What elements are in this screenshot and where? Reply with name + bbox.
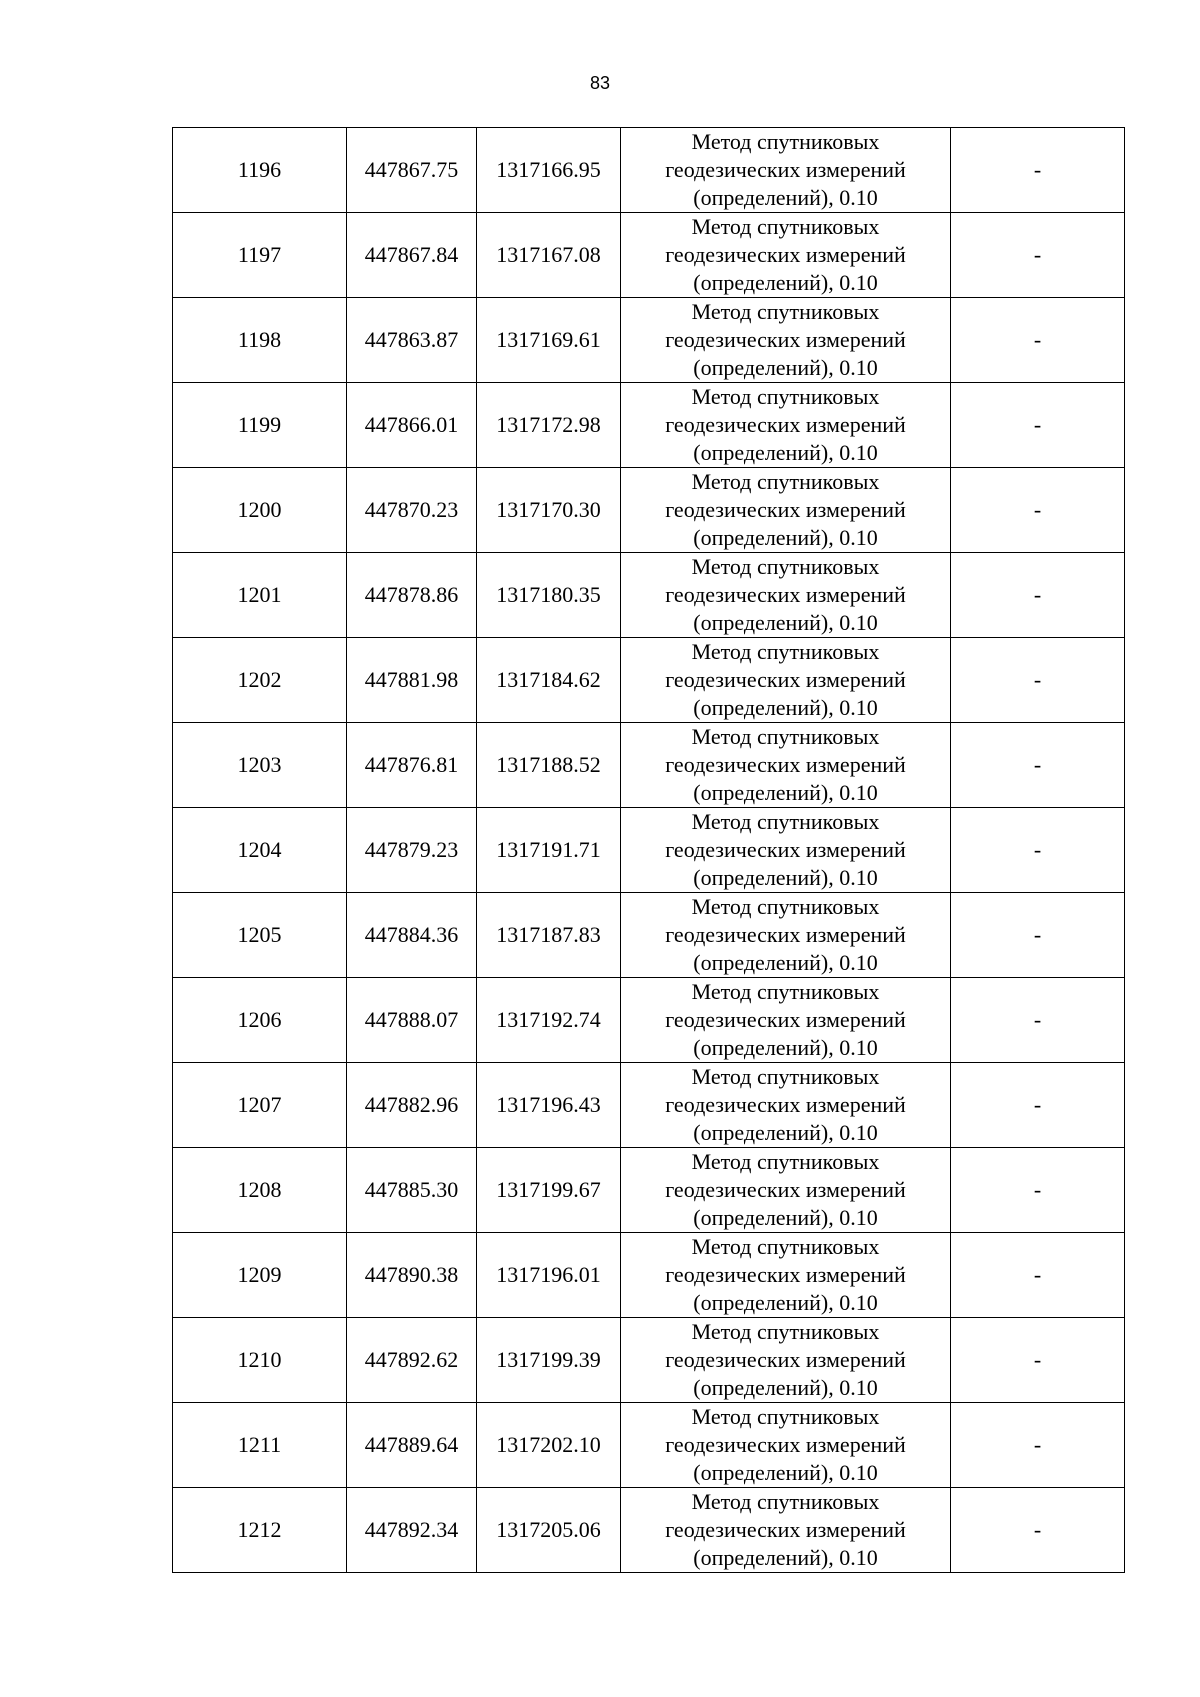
method-line: (определений), 0.10 [693,1460,878,1485]
y-coordinate-cell: 1317170.30 [477,468,621,553]
x-coordinate-cell: 447863.87 [347,298,477,383]
note-cell: - [951,1063,1125,1148]
method-cell [621,1233,951,1318]
y-coordinate-cell: 1317187.83 [477,893,621,978]
method-line: (определений), 0.10 [693,1290,878,1315]
note-cell: - [951,128,1125,213]
method-line: (определений), 0.10 [693,950,878,975]
method-cell [621,1148,951,1233]
note-cell: - [951,383,1125,468]
y-coordinate-cell: 1317205.06 [477,1488,621,1573]
table-row [173,893,1125,978]
method-line: геодезических измерений [665,1092,906,1117]
method-line: (определений), 0.10 [693,1375,878,1400]
method-line: Метод спутниковых [691,639,880,664]
y-coordinate-cell: 1317167.08 [477,213,621,298]
note-cell: - [951,553,1125,638]
x-coordinate-cell: 447889.64 [347,1403,477,1488]
x-coordinate-cell: 447888.07 [347,978,477,1063]
note-cell: - [951,213,1125,298]
method-line: (определений), 0.10 [693,780,878,805]
method-line: (определений), 0.10 [693,185,878,210]
method-line: геодезических измерений [665,1432,906,1457]
note-cell: - [951,468,1125,553]
method-cell [621,638,951,723]
method-line: Метод спутниковых [691,554,880,579]
method-line: геодезических измерений [665,837,906,862]
method-cell [621,298,951,383]
y-coordinate-cell: 1317192.74 [477,978,621,1063]
method-line: геодезических измерений [665,1177,906,1202]
table-row [173,553,1125,638]
point-number-cell: 1205 [173,893,347,978]
method-line: Метод спутниковых [691,1319,880,1344]
x-coordinate-cell: 447878.86 [347,553,477,638]
y-coordinate-cell: 1317202.10 [477,1403,621,1488]
note-cell: - [951,978,1125,1063]
table-row [173,1148,1125,1233]
method-line: (определений), 0.10 [693,355,878,380]
note-cell: - [951,893,1125,978]
x-coordinate-cell: 447879.23 [347,808,477,893]
method-line: (определений), 0.10 [693,1035,878,1060]
note-cell: - [951,298,1125,383]
table-row [173,213,1125,298]
method-line: геодезических измерений [665,752,906,777]
x-coordinate-cell: 447882.96 [347,1063,477,1148]
point-number-cell: 1206 [173,978,347,1063]
method-line: Метод спутниковых [691,1404,880,1429]
y-coordinate-cell: 1317199.39 [477,1318,621,1403]
x-coordinate-cell: 447892.34 [347,1488,477,1573]
table-row [173,808,1125,893]
note-cell: - [951,638,1125,723]
y-coordinate-cell: 1317199.67 [477,1148,621,1233]
note-cell: - [951,1148,1125,1233]
method-cell [621,468,951,553]
method-line: геодезических измерений [665,157,906,182]
method-line: Метод спутниковых [691,1149,880,1174]
table-row [173,298,1125,383]
method-line: Метод спутниковых [691,214,880,239]
method-line: геодезических измерений [665,1007,906,1032]
y-coordinate-cell: 1317172.98 [477,383,621,468]
coordinates-table-body [173,128,1125,1573]
point-number-cell: 1212 [173,1488,347,1573]
table-row [173,723,1125,808]
method-cell [621,553,951,638]
table-row [173,1488,1125,1573]
method-line: Метод спутниковых [691,469,880,494]
point-number-cell: 1207 [173,1063,347,1148]
point-number-cell: 1210 [173,1318,347,1403]
x-coordinate-cell: 447892.62 [347,1318,477,1403]
x-coordinate-cell: 447867.84 [347,213,477,298]
method-line: геодезических измерений [665,327,906,352]
method-cell [621,1063,951,1148]
method-cell [621,978,951,1063]
table-row [173,638,1125,723]
method-line: геодезических измерений [665,242,906,267]
method-line: геодезических измерений [665,497,906,522]
table-row [173,468,1125,553]
y-coordinate-cell: 1317166.95 [477,128,621,213]
note-cell: - [951,1233,1125,1318]
method-line: Метод спутниковых [691,724,880,749]
point-number-cell: 1196 [173,128,347,213]
method-cell [621,893,951,978]
note-cell: - [951,723,1125,808]
x-coordinate-cell: 447866.01 [347,383,477,468]
point-number-cell: 1203 [173,723,347,808]
method-line: геодезических измерений [665,1347,906,1372]
point-number-cell: 1202 [173,638,347,723]
method-cell [621,1488,951,1573]
method-line: Метод спутниковых [691,1234,880,1259]
method-line: геодезических измерений [665,922,906,947]
method-cell [621,723,951,808]
note-cell: - [951,1403,1125,1488]
method-line: геодезических измерений [665,667,906,692]
y-coordinate-cell: 1317196.43 [477,1063,621,1148]
method-cell [621,808,951,893]
table-row [173,978,1125,1063]
note-cell: - [951,1488,1125,1573]
y-coordinate-cell: 1317169.61 [477,298,621,383]
point-number-cell: 1201 [173,553,347,638]
method-line: геодезических измерений [665,1517,906,1542]
table-row [173,383,1125,468]
method-cell [621,1318,951,1403]
method-line: Метод спутниковых [691,1064,880,1089]
x-coordinate-cell: 447884.36 [347,893,477,978]
method-line: Метод спутниковых [691,1489,880,1514]
point-number-cell: 1199 [173,383,347,468]
y-coordinate-cell: 1317196.01 [477,1233,621,1318]
method-cell [621,128,951,213]
table-row [173,1063,1125,1148]
method-line: (определений), 0.10 [693,610,878,635]
table-row [173,1318,1125,1403]
note-cell: - [951,808,1125,893]
y-coordinate-cell: 1317184.62 [477,638,621,723]
x-coordinate-cell: 447867.75 [347,128,477,213]
table-row [173,1233,1125,1318]
method-line: Метод спутниковых [691,384,880,409]
method-line: Метод спутниковых [691,894,880,919]
y-coordinate-cell: 1317191.71 [477,808,621,893]
method-cell [621,383,951,468]
method-cell [621,1403,951,1488]
page-number: 83 [589,73,611,93]
point-number-cell: 1204 [173,808,347,893]
method-line: (определений), 0.10 [693,695,878,720]
method-line: (определений), 0.10 [693,1545,878,1570]
x-coordinate-cell: 447881.98 [347,638,477,723]
table-row [173,1403,1125,1488]
method-line: (определений), 0.10 [693,1120,878,1145]
method-line: (определений), 0.10 [693,270,878,295]
method-cell [621,213,951,298]
x-coordinate-cell: 447876.81 [347,723,477,808]
method-line: Метод спутниковых [691,979,880,1004]
method-line: Метод спутниковых [691,299,880,324]
x-coordinate-cell: 447885.30 [347,1148,477,1233]
method-line: (определений), 0.10 [693,525,878,550]
point-number-cell: 1200 [173,468,347,553]
note-cell: - [951,1318,1125,1403]
point-number-cell: 1209 [173,1233,347,1318]
x-coordinate-cell: 447890.38 [347,1233,477,1318]
point-number-cell: 1208 [173,1148,347,1233]
method-line: геодезических измерений [665,412,906,437]
method-line: (определений), 0.10 [693,440,878,465]
method-line: геодезических измерений [665,1262,906,1287]
method-line: Метод спутниковых [691,809,880,834]
method-line: геодезических измерений [665,582,906,607]
coordinates-table [172,127,1125,1573]
point-number-cell: 1198 [173,298,347,383]
x-coordinate-cell: 447870.23 [347,468,477,553]
y-coordinate-cell: 1317188.52 [477,723,621,808]
method-line: (определений), 0.10 [693,865,878,890]
y-coordinate-cell: 1317180.35 [477,553,621,638]
table-row [173,128,1125,213]
method-line: Метод спутниковых [691,129,880,154]
point-number-cell: 1197 [173,213,347,298]
method-line: (определений), 0.10 [693,1205,878,1230]
point-number-cell: 1211 [173,1403,347,1488]
